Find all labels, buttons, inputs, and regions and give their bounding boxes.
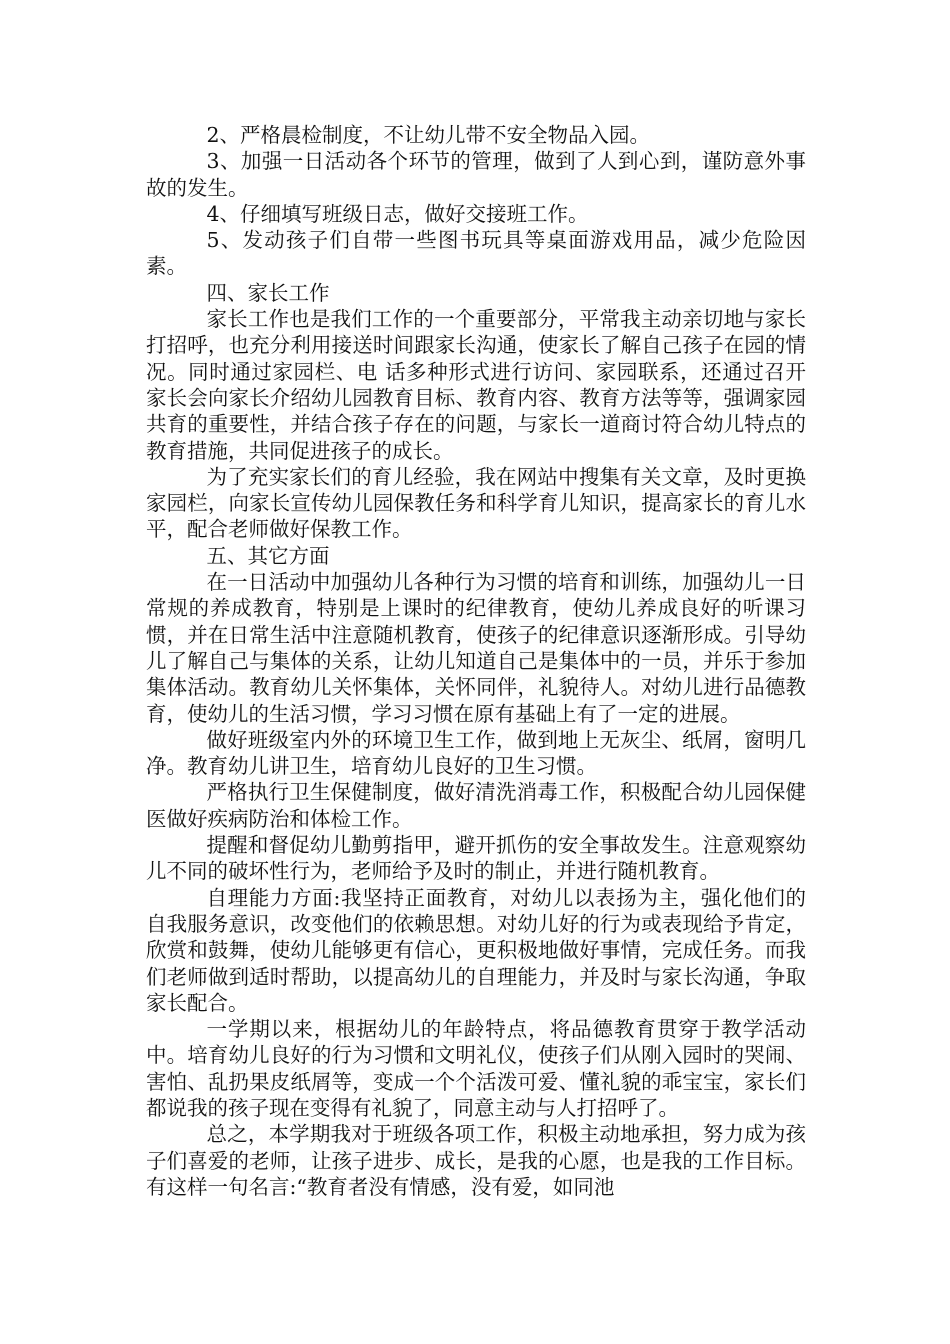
- paragraph-parent-experience: 为了充实家长们的育儿经验，我在网站中搜集有关文章，及时更换家园栏，向家长宣传幼儿园保教任务和科学育儿知识，提高家长的育儿水平，配合老师做好保教工作。: [146, 464, 806, 542]
- paragraph-safety: 提醒和督促幼儿勤剪指甲，避开抓伤的安全事故发生。注意观察幼儿不同的破坏性行为，老师给予及时的制止，并进行随机教育。: [146, 833, 806, 884]
- section-heading-parent-work: 四、家长工作: [206, 280, 330, 305]
- paragraph-parent-communication: 家长工作也是我们工作的一个重要部分，平常我主动亲切地与家长打招呼，也充分利用接送时间跟家长沟通，使家长了解自己孩子在园的情况。同时通过家园栏、电 话多种形式进行访问、家园联系，还通过召开家长会向家长介绍幼儿园教育目标、教育内容、教育方法等等，强调家园共育的重要性，并结合孩子存在的问题，与家长一道商讨符合幼儿特点的教育措施，共同促进孩子的成长。: [146, 307, 806, 463]
- paragraph-item-5: 5、发动孩子们自带一些图书玩具等桌面游戏用品，减少危险因素。: [146, 228, 806, 279]
- paragraph-self-care: 自理能力方面:我坚持正面教育，对幼儿以表扬为主，强化他们的自我服务意识，改变他们的依赖思想。对幼儿好的行为或表现给予肯定，欣赏和鼓舞，使幼儿能够更有信心，更积极地做好事情，完成任务。而我们老师做到适时帮助，以提高幼儿的自理能力，并及时与家长沟通，争取家长配合。: [146, 885, 806, 1015]
- paragraph-health-care: 严格执行卫生保健制度，做好清洗消毒工作，积极配合幼儿园保健医做好疾病防治和体检工作。: [146, 780, 806, 831]
- paragraph-moral-education: 一学期以来，根据幼儿的年龄特点，将品德教育贯穿于教学活动中。培育幼儿良好的行为习惯和文明礼仪，使孩子们从刚入园时的哭闹、害怕、乱扔果皮纸屑等，变成一个个活泼可爱、懂礼貌的乖宝宝，家长们都说我的孩子现在变得有礼貌了，同意主动与人打招呼了。: [146, 1017, 806, 1120]
- paragraph-item-4: 4、仔细填写班级日志，做好交接班工作。: [206, 201, 589, 226]
- paragraph-habit-training: 在一日活动中加强幼儿各种行为习惯的培育和训练，加强幼儿一日常规的养成教育，特别是上课时的纪律教育，使幼儿养成良好的听课习惯，并在日常生活中注意随机教育，使孩子的纪律意识逐渐形成。引导幼儿了解自己与集体的关系，让幼儿知道自己是集体中的一员，并乐于参加集体活动。教育幼儿关怀集体，关怀同伴，礼貌待人。对幼儿进行品德教育，使幼儿的生活习惯，学习习惯在原有基础上有了一定的进展。: [146, 570, 806, 726]
- paragraph-summary: 总之，本学期我对于班级各项工作，积极主动地承担，努力成为孩子们喜爱的老师，让孩子进步、成长，是我的心愿，也是我的工作目标。有这样一句名言:“教育者没有情感，没有爱，如同池: [146, 1122, 806, 1199]
- paragraph-hygiene: 做好班级室内外的环境卫生工作，做到地上无灰尘、纸屑，窗明几净。教育幼儿讲卫生，培育幼儿良好的卫生习惯。: [146, 727, 806, 779]
- section-heading-other-aspects: 五、其它方面: [206, 543, 330, 568]
- paragraph-item-3: 3、加强一日活动各个环节的管理，做到了人到心到，谨防意外事故的发生。: [146, 149, 806, 200]
- document-body: [146, 122, 806, 1200]
- paragraph-item-2: 2、严格晨检制度，不让幼儿带不安全物品入园。: [206, 123, 651, 147]
